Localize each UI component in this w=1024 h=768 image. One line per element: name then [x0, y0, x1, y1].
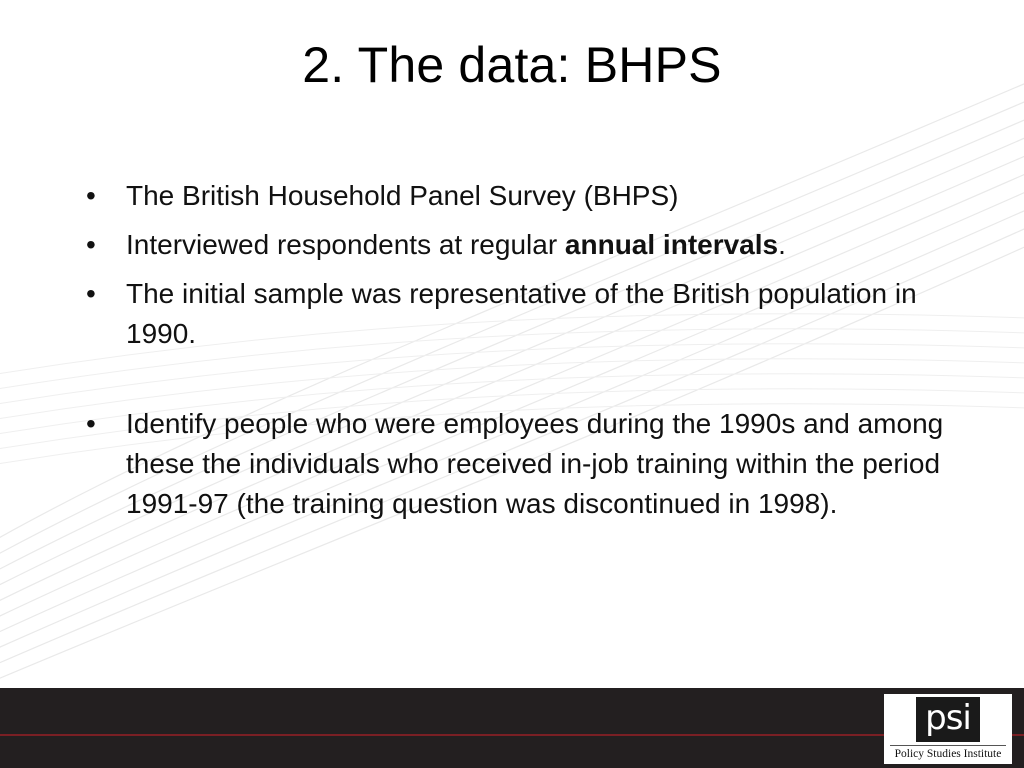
bullet-text-emphasis: annual intervals — [564, 229, 779, 260]
bullet-item — [84, 225, 944, 265]
bullet-marker: • — [86, 278, 96, 309]
footer-bar — [0, 688, 1024, 768]
bullet-marker: • — [86, 229, 96, 260]
bullet-text: The British Household Panel Survey (BHPS) — [126, 180, 679, 211]
bullet-list — [84, 176, 944, 533]
bullet-item — [84, 274, 944, 354]
bullet-item — [84, 404, 944, 524]
bullet-marker: • — [86, 180, 96, 211]
slide-title: 2. The data: BHPS — [302, 37, 722, 93]
bullet-item — [84, 176, 944, 216]
bullet-text: The initial sample was representative of the British population in 1990. — [126, 278, 917, 349]
logo-divider — [890, 745, 1006, 746]
bullet-marker: • — [86, 408, 96, 439]
bullet-text: . — [778, 229, 786, 260]
bullet-text: Identify people who were employees during the 1990s and among these the individuals who received in-job training within the period 1991-97 (the training question was discontinued in 1998). — [126, 408, 944, 519]
footer-accent-line — [0, 734, 1024, 736]
logo-mark: psi — [916, 697, 980, 742]
bullet-text: Interviewed respondents at regular — [126, 229, 565, 260]
psi-logo — [884, 694, 1012, 764]
logo-caption: Policy Studies Institute — [894, 748, 1002, 760]
